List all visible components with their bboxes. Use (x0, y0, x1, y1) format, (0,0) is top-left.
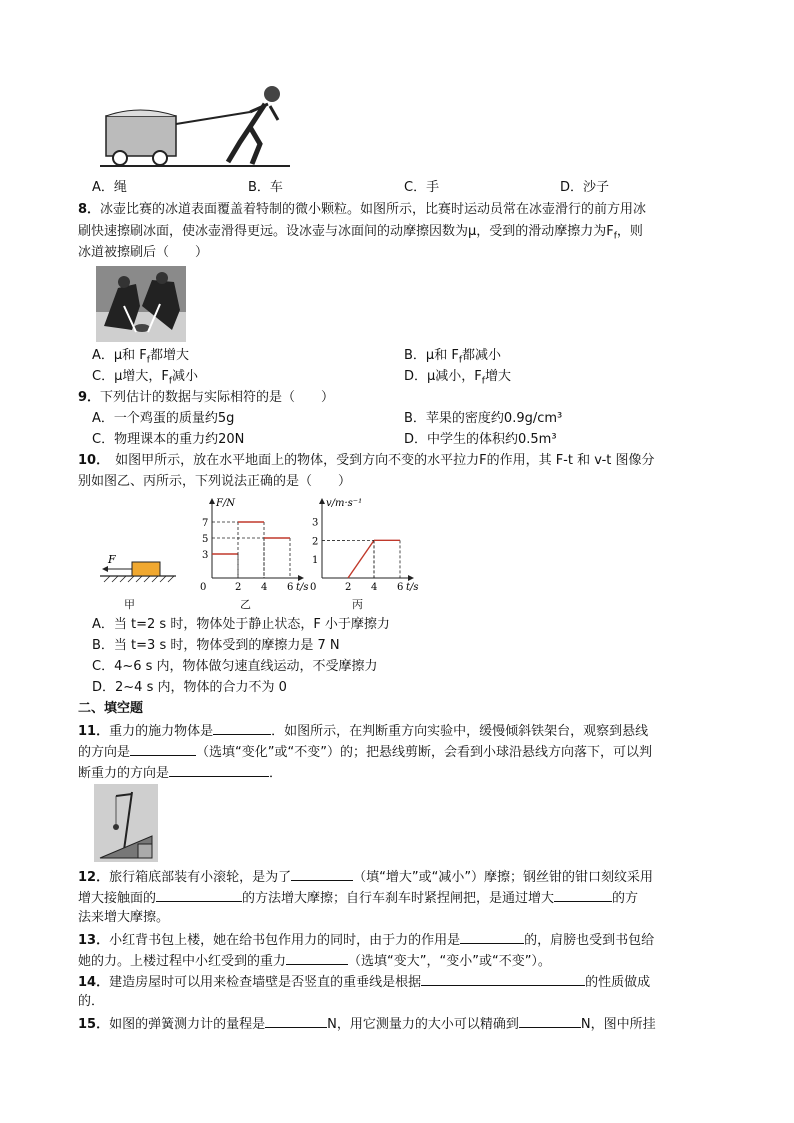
fig-label-jia: 甲 (124, 598, 135, 611)
x-axis-arrow (408, 575, 414, 581)
q7-option-c: C．手 (404, 180, 440, 195)
x-tick-label: 0 (310, 582, 317, 593)
q8-option-b-end: 都减小 (461, 348, 501, 363)
boy-pulling-cart-image (100, 82, 290, 172)
x-axis-label: t/s (296, 582, 309, 593)
data-segment (348, 540, 374, 578)
fig-label-bing: 丙 (352, 598, 363, 611)
q15-blank-1[interactable] (265, 1013, 327, 1028)
q10-option-a: A．当 t=2 s 时，物体处于静止状态，F 小于摩擦力 (92, 617, 390, 632)
q12-line3: 法来增大摩擦。 (78, 910, 170, 925)
q11-line3: 断重力的方向是 ． (78, 762, 282, 784)
q13-line2: 她的力。上楼过程中小红受到的重力 （选填“变大”，“变小”或“不变”）。 (78, 950, 551, 972)
y-tick-label: 1 (312, 555, 319, 567)
q11-line1: 11．重力的施力物体是 ．如图所示，在判断重方向实验中，缓慢倾斜铁架台，观察到悬线 (78, 720, 648, 742)
q10-option-d: D．2~4 s 内，物体的合力不为 0 (92, 680, 287, 695)
q9-option-d: D．中学生的体积约0.5m³ (404, 432, 557, 447)
x-tick-label: 2 (235, 582, 242, 593)
section-fill-in: 二、填空题 (78, 701, 144, 716)
x-tick-label: 4 (261, 582, 268, 593)
x-tick-label: 0 (200, 582, 207, 593)
chart-v-t (300, 494, 420, 594)
q13-blank-1[interactable] (460, 929, 524, 944)
y-tick-label: 3 (202, 550, 209, 561)
q8-line1: 8．冰壶比赛的冰道表面覆盖着特制的微小颗粒。如图所示，比赛时运动员常在冰壶滑行的前方用冰 (78, 202, 647, 217)
q15-blank-2[interactable] (519, 1013, 581, 1028)
q8-option-a: A．μ和 $F_f$都增大 (92, 348, 189, 366)
fig-jia (96, 552, 186, 586)
q8-option-c: C．μ增大，$F_f$减小 (92, 369, 199, 387)
y-axis-label: F/N (216, 498, 236, 509)
q14-line2: 的． (78, 994, 105, 1009)
x-tick-label: 2 (345, 582, 352, 593)
x-tick-label: 6 (287, 582, 294, 593)
q12-blank-1[interactable] (291, 866, 353, 881)
x-axis-label: t/s (406, 582, 419, 593)
y-axis-label: v/m·s⁻¹ (326, 498, 363, 509)
x-tick-label: 4 (371, 582, 378, 593)
force-label: F (108, 553, 116, 566)
y-axis-arrow (209, 498, 215, 504)
q14-blank-1[interactable] (421, 971, 585, 986)
q8-option-d: D．μ减小，$F_f$增大 (404, 369, 511, 387)
q8-line2: 刷快速擦刷冰面，使冰壶滑得更远。设冰壶与冰面间的动摩擦因数为μ，受到的滑动摩擦力为$F_f$，则 (78, 224, 643, 242)
q10-line2: 别如图乙、丙所示，下列说法正确的是（ ） (78, 474, 352, 489)
q12-blank-3[interactable] (554, 887, 612, 902)
y-tick-label: 2 (312, 536, 319, 548)
q8-option-c-end: 减小 (172, 369, 199, 384)
q9-option-b: B．苹果的密度约0.9g/cm³ (404, 411, 563, 426)
q8-line3: 冰道被擦刷后（ ） (78, 245, 209, 260)
q7-option-b: B．车 (248, 180, 283, 195)
q11-blank-2[interactable] (130, 741, 196, 756)
q7-option-a: A．绳 (92, 180, 127, 195)
q14-line1: 14．建造房屋时可以用来检查墙壁是否竖直的重垂线是根据 的性质做成 (78, 971, 650, 993)
q8-option-d-end: 增大 (484, 369, 511, 384)
q12-blank-2[interactable] (156, 887, 242, 902)
q11-line2: 的方向是 （选填“变化”或“不变”）的；把悬线剪断，会看到小球沿悬线方向落下，可以判 (78, 741, 652, 763)
q10-option-c: C．4~6 s 内，物体做匀速直线运动，不受摩擦力 (92, 659, 378, 674)
q10-option-b: B．当 t=3 s 时，物体受到的摩擦力是 7 N (92, 638, 340, 653)
q10-line1: 10． 如图甲所示，放在水平地面上的物体，受到方向不变的水平拉力F的作用，其 F-t 和 v-t 图像分 (78, 453, 655, 468)
plumb-line-photo (94, 784, 158, 862)
q13-blank-2[interactable] (286, 950, 348, 965)
y-axis-arrow (319, 498, 325, 504)
q9-option-c: C．物理课本的重力约20N (92, 432, 245, 447)
q13-line1: 13．小红背书包上楼，她在给书包作用力的同时，由于力的作用是 的，肩膀也受到书包给 (78, 929, 654, 951)
fig-label-yi: 乙 (240, 598, 251, 611)
y-tick-label: 7 (202, 518, 209, 529)
q11-blank-1[interactable] (213, 720, 271, 735)
x-tick-label: 6 (397, 582, 404, 593)
y-tick-label: 3 (312, 517, 319, 529)
chart-f-t (190, 494, 309, 594)
q12-line1: 12．旅行箱底部装有小滚轮，是为了 （填“增大”或“减小”）摩擦；钢丝钳的钳口刻纹采用 (78, 866, 653, 888)
q9-option-a: A．一个鸡蛋的质量约5g (92, 411, 235, 426)
q7-option-d: D．沙子 (560, 180, 610, 195)
q8-option-b: B．μ和 $F_f$都减小 (404, 348, 501, 366)
y-tick-label: 5 (202, 534, 209, 545)
curling-photo (96, 266, 186, 342)
q11-blank-3[interactable] (169, 762, 269, 777)
q12-line2: 增大接触面的 的方法增大摩擦；自行车刹车时紧捏闸把，是通过增大 的方 (78, 887, 638, 909)
q8-option-a-end: 都增大 (149, 348, 189, 363)
q9-stem: 9．下列估计的数据与实际相符的是（ ） (78, 390, 335, 405)
q15-line1: 15．如图的弹簧测力计的量程是 N，用它测量力的大小可以精确到 N，图中所挂 (78, 1013, 656, 1035)
